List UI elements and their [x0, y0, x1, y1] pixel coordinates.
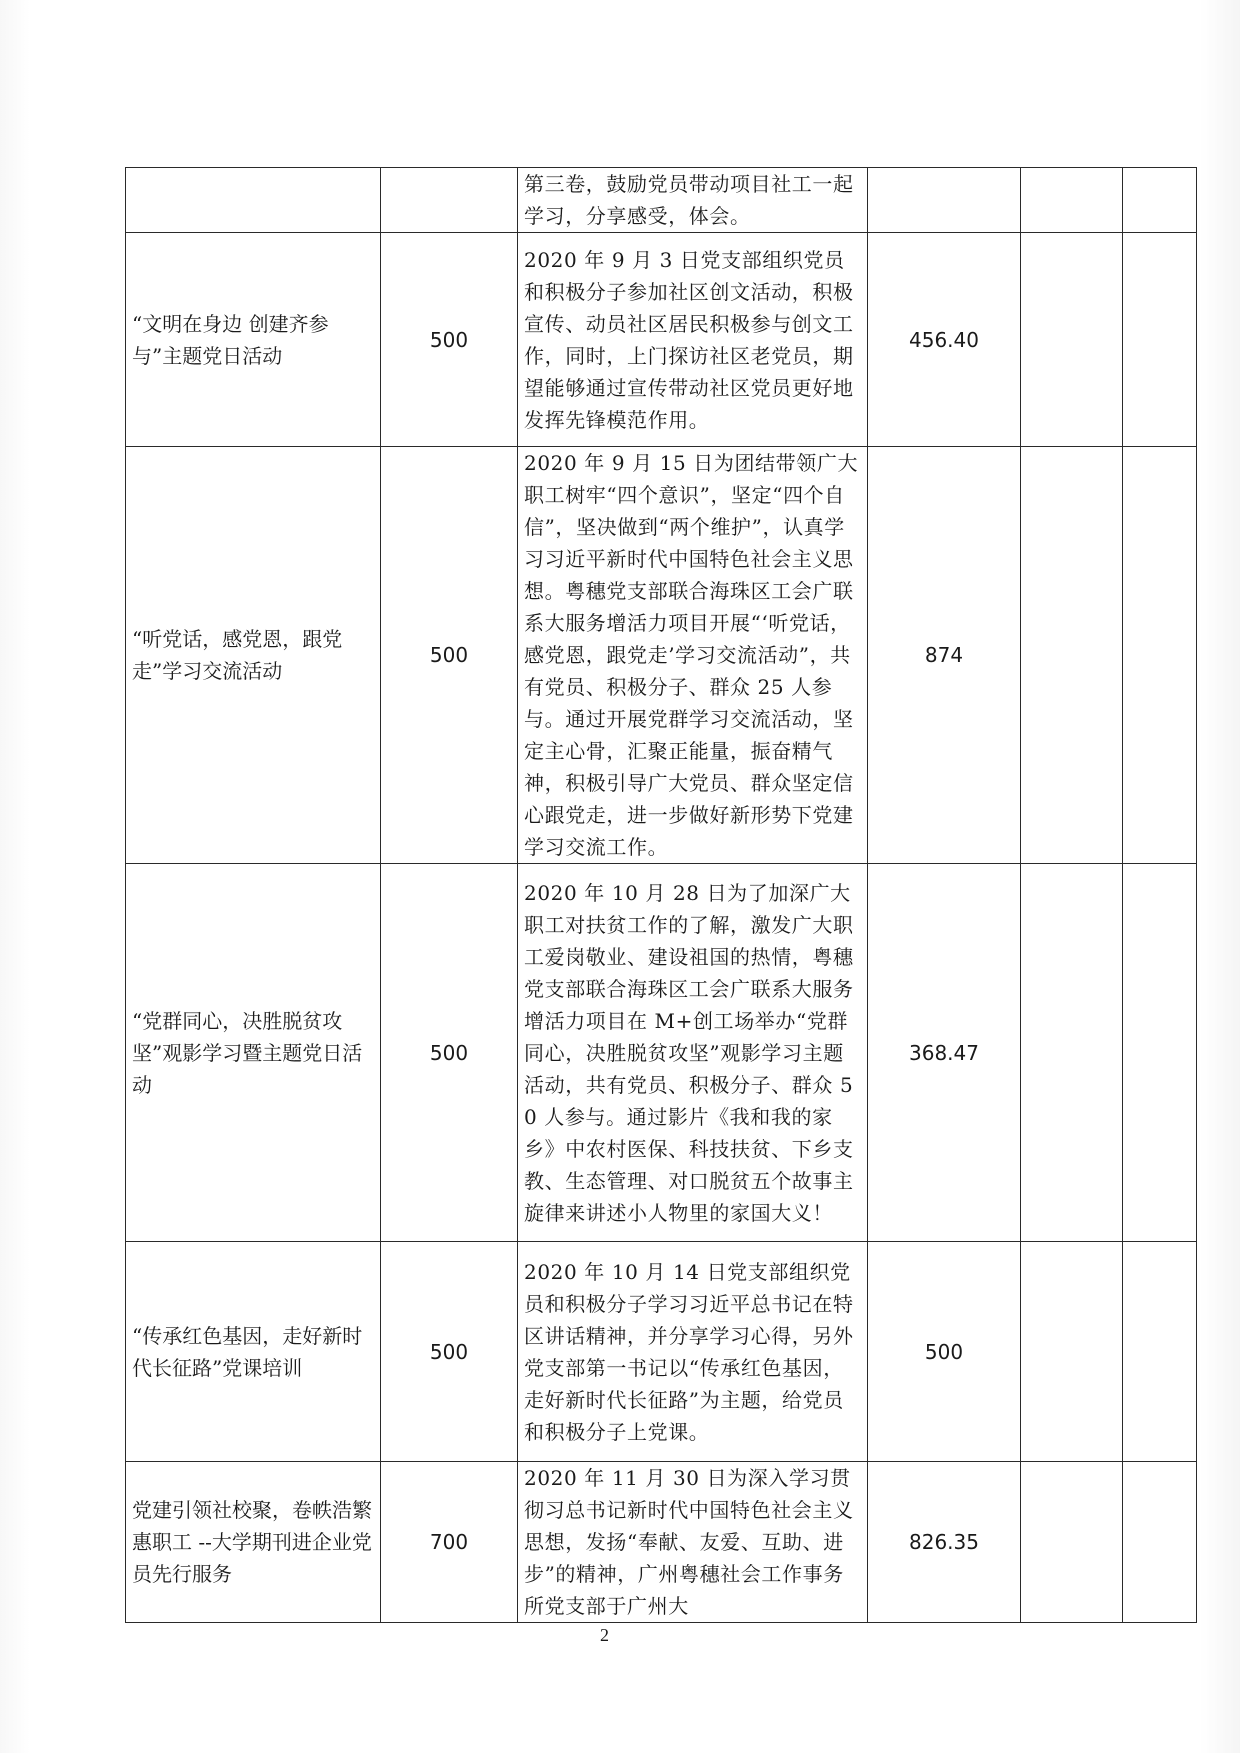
activity-name-cell: “传承红色基因，走好新时代长征路”党课培训 [126, 1242, 381, 1462]
description-cell: 第三卷，鼓励党员带动项目社工一起学习，分享感受，体会。 [518, 168, 868, 233]
description-cell: 2020 年 11 月 30 日为深入学习贯彻习总书记新时代中国特色社会主义思想，发扬“奉献、友爱、互助、进步”的精神，广州粤穗社会工作事务所党支部于广州大 [518, 1462, 868, 1623]
empty-cell [1021, 233, 1123, 447]
actual-cost-cell: 874 [868, 447, 1021, 864]
table-row [126, 447, 1197, 864]
table-row [126, 864, 1197, 1242]
empty-cell [1021, 1242, 1123, 1462]
actual-cost-cell [868, 168, 1021, 233]
actual-cost-cell: 368.47 [868, 864, 1021, 1242]
budget-cell: 500 [381, 864, 518, 1242]
activity-name-cell: 党建引领社校聚，卷帙浩繁惠职工 --大学期刊进企业党员先行服务 [126, 1462, 381, 1623]
empty-cell [1123, 447, 1197, 864]
description-cell: 2020 年 9 月 15 日为团结带领广大职工树牢“四个意识”，坚定“四个自信”，坚决做到“两个维护”，认真学习习近平新时代中国特色社会主义思想。粤穗党支部联合海珠区工会广联系大服务增活力项目开展“‘听党话，感党恩，跟党走’学习交流活动”，共有党员、积极分子、群众 25 人参与。通过开展党群学习交流活动，坚定主心骨，汇聚正能量，振奋精气神，积极引导广大党员、群众坚定信心跟党走，进一步做好新形势下党建学习交流工作。 [518, 447, 868, 864]
empty-cell [1021, 1462, 1123, 1623]
budget-cell: 700 [381, 1462, 518, 1623]
empty-cell [1021, 168, 1123, 233]
activity-name-cell: “听党话，感党恩，跟党走”学习交流活动 [126, 447, 381, 864]
description-cell: 2020 年 10 月 14 日党支部组织党员和积极分子学习习近平总书记在特区讲话精神，并分享学习心得，另外党支部第一书记以“传承红色基因，走好新时代长征路”为主题，给党员和积极分子上党课。 [518, 1242, 868, 1462]
empty-cell [1123, 1242, 1197, 1462]
empty-cell [1021, 447, 1123, 864]
activity-name-cell: “文明在身边 创建齐参与”主题党日活动 [126, 233, 381, 447]
actual-cost-cell: 826.35 [868, 1462, 1021, 1623]
description-cell: 2020 年 9 月 3 日党支部组织党员和积极分子参加社区创文活动，积极宣传、动员社区居民积极参与创文工作，同时，上门探访社区老党员，期望能够通过宣传带动社区党员更好地发挥先锋模范作用。 [518, 233, 868, 447]
empty-cell [1021, 864, 1123, 1242]
empty-cell [1123, 233, 1197, 447]
budget-cell [381, 168, 518, 233]
budget-cell: 500 [381, 233, 518, 447]
actual-cost-cell: 456.40 [868, 233, 1021, 447]
budget-cell: 500 [381, 1242, 518, 1462]
page-number: 2 [600, 1625, 609, 1645]
table-row [126, 1462, 1197, 1623]
table-row [126, 233, 1197, 447]
budget-cell: 500 [381, 447, 518, 864]
table-row [126, 168, 1197, 233]
activity-expense-table [125, 167, 1197, 1623]
activity-name-cell: “党群同心，决胜脱贫攻坚”观影学习暨主题党日活动 [126, 864, 381, 1242]
actual-cost-cell: 500 [868, 1242, 1021, 1462]
table-row [126, 1242, 1197, 1462]
description-cell: 2020 年 10 月 28 日为了加深广大职工对扶贫工作的了解，激发广大职工爱岗敬业、建设祖国的热情，粤穗党支部联合海珠区工会广联系大服务增活力项目在 M+创工场举办“党群同心，决胜脱贫攻坚”观影学习主题活动，共有党员、积极分子、群众 50 人参与。通过影片《我和我的家乡》中农村医保、科技扶贫、下乡支教、生态管理、对口脱贫五个故事主旋律来讲述小人物里的家国大义！ [518, 864, 868, 1242]
empty-cell [1123, 1462, 1197, 1623]
activity-name-cell [126, 168, 381, 233]
empty-cell [1123, 864, 1197, 1242]
empty-cell [1123, 168, 1197, 233]
